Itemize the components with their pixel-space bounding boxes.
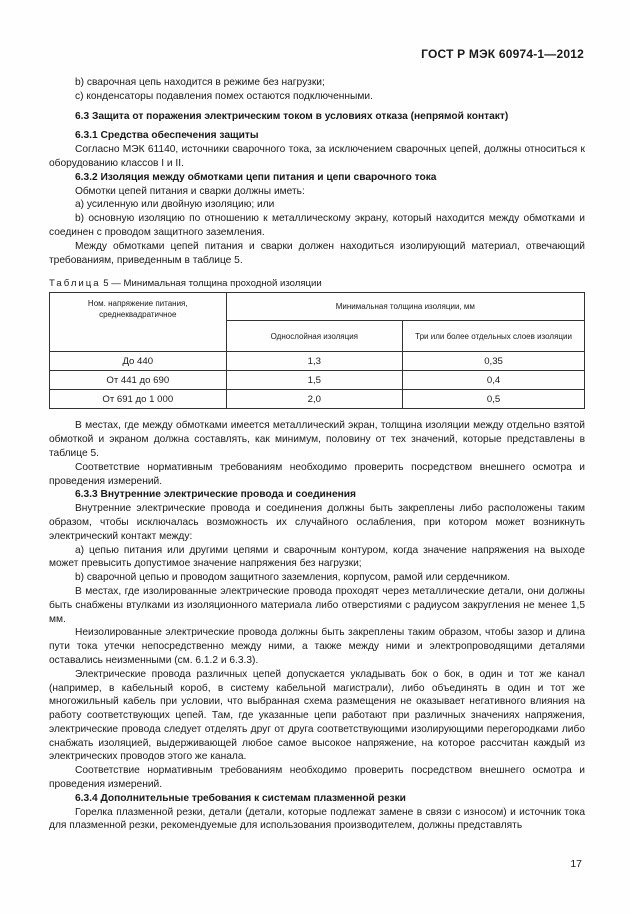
page-number: 17: [570, 858, 582, 870]
paragraph: В местах, где между обмотками имеется металлический экран, толщина изоляции между отдельно взятой обмоткой и экраном должна составлять, как минимум, половину от тех значений, которые представлены в таблице 5.: [49, 420, 585, 459]
paragraph: Неизолированные электрические провода должны быть закреплены таким образом, чтобы зазор и длина пути тока утечки непосредственно между ними, а также между ними и электропроводящими деталями оставались неизменными (см. 6.1.2 и 6.3.3).: [49, 627, 585, 666]
cell-voltage: До 440: [50, 352, 227, 371]
section-heading: 6.3.1 Средства обеспечения защиты: [75, 130, 259, 142]
cell-voltage: От 691 до 1 000: [50, 390, 227, 409]
paragraph: Горелка плазменной резки, детали (детали, которые подлежат замене в связи с износом) и источник тока для плазменной резки, рекомендуемые для использования производителем, должны представлять: [49, 806, 585, 832]
header-single-layer: Однослойная изоляция: [226, 321, 403, 352]
paragraph: Между обмотками цепей питания и сварки должен находиться изолирующий материал, отвечающий требованиям, приведенным в таблице 5.: [49, 240, 585, 266]
table-caption-label: Таблица: [49, 278, 101, 290]
paragraph: Соответствие нормативным требованиям необходимо проверить посредством внешнего осмотра и проведения измерений.: [49, 461, 585, 487]
paragraph: Согласно МЭК 61140, источники сварочного тока, за исключением сварочных цепей, должны относиться к оборудованию классов I и II.: [49, 144, 585, 169]
paragraph: b) основную изоляцию по отношению к металлическому экрану, который находится между обмотками и соединен с проводом защитного заземления.: [49, 213, 585, 238]
paragraph: c) конденсаторы подавления помех остаются подключенными.: [75, 90, 373, 102]
section-heading: 6.3.4 Дополнительные требования к системам плазменной резки: [75, 792, 406, 804]
paragraph: a) усиленную или двойную изоляцию; или: [75, 199, 275, 211]
table-row: [50, 352, 585, 371]
paragraph: В местах, где изолированные электрические провода проходят через металлические детали, они должны быть снабжены втулками из изоляционного материала либо отверстиями с радиусом закругления не менее 1,5 мм.: [49, 585, 585, 625]
cell-three-layers: 0,4: [403, 371, 585, 390]
paragraph: Внутренние электрические провода и соединения должны быть закреплены либо расположены таким образом, чтобы исключалась возможность их случайного ослабления, при котором может возникнуть электрический контакт между:: [49, 503, 585, 542]
cell-single-layer: 2,0: [226, 390, 403, 409]
table-row: [50, 371, 585, 390]
paragraph: b) сварочная цепь находится в режиме без нагрузки;: [75, 77, 325, 88]
header-min-thickness: Минимальная толщина изоляции, мм: [226, 293, 584, 321]
insulation-thickness-table: [49, 292, 585, 409]
section-heading: 6.3.3 Внутренние электрические провода и соединения: [75, 489, 356, 501]
header-voltage: Ном. напряжение питания, среднеквадратичное: [50, 293, 227, 352]
page-content: [49, 76, 585, 833]
header-three-layers: Три или более отдельных слоев изоляции: [403, 321, 585, 352]
paragraph: a) цепью питания или другими цепями и сварочным контуром, когда значение напряжения на выходе может превысить допустимое значение напряжения без нагрузки;: [49, 544, 585, 570]
paragraph: Электрические провода различных цепей допускается укладывать бок о бок, в один и тот же канал (например, в кабельный короб, в систему кабельной магистрали), либо объединять в один и тот же многожильный кабель при условии, что выбранная схема размещения не оказывает негативного влияния на работу соответствующих цепей. Там, где указанные цепи работают при различных значениях напряжения, электрические провода следует отделять друг от друга соответствующими изолирующими перегородками либо снабжать изоляцией, выдерживающей любое самое высокое напряжение, на которое рассчитан каждый из электрических проводов этого же канала.: [49, 668, 585, 763]
cell-single-layer: 1,3: [226, 352, 403, 371]
table-caption-title: 5 — Минимальная толщина проходной изоляции: [103, 278, 322, 290]
cell-three-layers: 0,35: [403, 352, 585, 371]
document-code-header: ГОСТ Р МЭК 60974-1—2012: [421, 47, 584, 61]
paragraph: Соответствие нормативным требованиям необходимо проверить посредством внешнего осмотра и проведения измерений.: [49, 765, 585, 791]
text-section-bottom: [49, 419, 585, 833]
section-heading: 6.3.2 Изоляция между обмотками цепи питания и цепи сварочного тока: [75, 171, 437, 183]
cell-three-layers: 0,5: [403, 390, 585, 409]
table-row: [50, 390, 585, 409]
table-header-row: [50, 293, 585, 321]
section-heading: 6.3 Защита от поражения электрическим током в условиях отказа (непрямой контакт): [75, 110, 509, 122]
paragraph: b) сварочной цепью и проводом защитного заземления, корпусом, рамой или сердечником.: [75, 572, 511, 584]
table-caption: [49, 278, 585, 289]
cell-voltage: От 441 до 690: [50, 371, 227, 390]
text-section-top: [49, 76, 585, 267]
paragraph: Обмотки цепей питания и сварки должны иметь:: [75, 185, 305, 197]
cell-single-layer: 1,5: [226, 371, 403, 390]
